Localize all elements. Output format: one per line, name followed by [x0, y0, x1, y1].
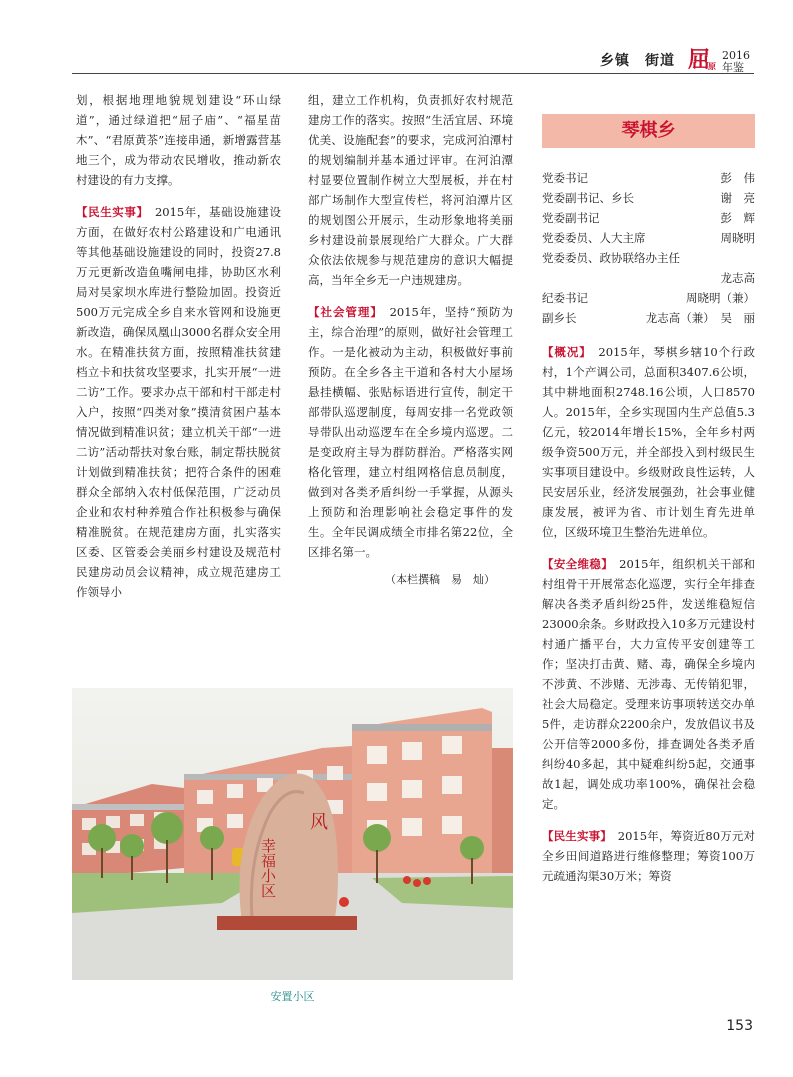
staff-row	[542, 248, 755, 268]
staff-title: 纪委书记	[542, 291, 588, 305]
staff-title: 党委委员、人大主席	[542, 231, 646, 245]
column-1	[76, 90, 281, 614]
paragraph-text: 2015年，坚持“预防为主，综合治理”的原则，做好社会管理工作。一是化被动为主动，积极做好事前预防。在全乡各主干道和各村大小屋场悬挂横幅、张贴标语进行宣传，制定干部带队巡逻制度，每周安排一名党政领导带队出动巡逻车在全乡境内巡逻。二是变政府主导为群防群治。严格落实网格化管理，建立村组网格信息员制度，做到对各类矛盾纠纷一手掌握，从源头上预防和治理影响社会稳定事件的发生。全年民调成绩全市排名第22位，全区排名第一。	[308, 305, 513, 559]
town-banner: 琴棋乡	[542, 114, 755, 148]
staff-name: 彭 伟	[720, 171, 755, 185]
photo-illustration	[72, 688, 513, 980]
section-tag: 【安全维稳】	[542, 557, 608, 571]
paragraph-livelihood	[76, 202, 281, 602]
paragraph-text: 2015年，组织机关干部和村组骨干开展常态化巡逻，实行全年排查解决各类矛盾纠纷25件，发送维稳短信23000余条。乡财政投入10多万元建设村村通广播平台，大力宣传平安创建等工作；坚决打击黄、赌、毒，确保全乡境内不涉黄、不涉赌、无涉毒、无传销犯罪，社会大局稳定。受理来访事项转送交办单5件，走访群众2200余户，发放倡议书及公开信等2000多份，排查调处各类矛盾纠纷40多起，其中疑难纠纷5起，交通事故1起，调处成功率100%，确保社会稳定。	[542, 557, 756, 811]
stone-inscription: 幸福小区	[259, 838, 277, 898]
column-2	[308, 90, 513, 590]
page-number: 153	[726, 1018, 753, 1034]
section-tag: 【社会管理】	[308, 305, 378, 319]
yearbook-logo	[688, 50, 754, 74]
staff-title: 党委副书记	[542, 211, 600, 225]
staff-row	[542, 228, 755, 248]
header-rule	[72, 72, 754, 74]
staff-row	[542, 208, 755, 228]
staff-name: 龙志高（兼） 吴 丽	[645, 311, 755, 325]
paragraph: 划，根据地理地貌规划建设“环山绿道”，通过绿道把“屈子庙”、“福星苗木”、“君原黄茶”连接串通，新增露营基地三个，成为带动农民增收，推动新农村建设的有力支撑。	[76, 93, 281, 187]
paragraph-livelihood	[542, 826, 755, 886]
section-title: 乡镇 街道	[600, 53, 675, 69]
staff-name: 谢 亮	[720, 191, 755, 205]
staff-name: 周晓明	[720, 231, 755, 245]
paragraph-text: 2015年，基础设施建设方面，在做好农村公路建设和广电通讯等其他基础设施建设的同时，投资27.8万元更新改造鱼嘴闸电排，协助区水利局对吴家坝水库进行整险加固。投资近500万元完成全乡自来水管网和设施更新改造，确保凤凰山3000名群众安全用水。在精准扶贫方面，按照精准扶贫建档立卡和扶贫攻坚要求，扎实开展“一进二访”工作。要求办点干部和村干部走村入户，按照“四类对象”摸清贫困户基本情况做到精准识贫；建立机关干部“一进二访”活动帮扶对象台账，制定帮扶脱贫计划做到精准扶贫；把符合条件的困难群众全部纳入农村低保范围，广泛动员企业和农村种养殖合作社积极参与确保精准脱贫。在规范建房方面，扎实落实区委、区管委会美丽乡村建设及规范村民建房动员会议精神，成立规范建房工作领导小	[76, 205, 281, 599]
paragraph-social-management	[308, 302, 513, 562]
paragraph-security	[542, 554, 755, 814]
staff-list	[542, 168, 755, 328]
resettlement-photo	[72, 688, 513, 980]
photo-caption: 安置小区	[270, 990, 315, 1003]
paragraph-text: 2015年，筹资近80万元对全乡田间道路进行维修整理；筹资100万元疏通沟渠30万米；筹资	[542, 829, 756, 883]
logo-glyph: 屈	[688, 48, 711, 73]
column-3	[542, 90, 755, 898]
staff-row	[542, 188, 755, 208]
staff-name: 彭 辉	[720, 211, 755, 225]
author-credit: （本栏撰稿 易 灿）	[385, 573, 495, 586]
staff-row	[542, 308, 755, 328]
paragraph-text: 2015年，琴棋乡辖10个行政村，1个产调公司，总面积3407.6公顷，其中耕地面积2748.16公顷，人口8570人。2015年，全乡实现国内生产总值5.3亿元，较2014年增长15%，全年乡村两级争资500万元，并全部投入到村级民生实事项目建设中。乡级财政良性运转，人民安居乐业，经济发展强劲，社会事业健康发展，被评为省、市计划生育先进单位，区级环境卫生整治先进单位。	[542, 345, 756, 539]
logo-small-glyph: 原	[708, 62, 716, 71]
staff-name: 龙志高	[720, 271, 755, 285]
staff-title: 党委副书记、乡长	[542, 191, 634, 205]
section-tag: 【概况】	[542, 345, 586, 359]
staff-title: 党委书记	[542, 171, 588, 185]
section-tag: 【民生实事】	[76, 205, 143, 219]
paragraph-overview	[542, 342, 755, 542]
section-tag: 【民生实事】	[542, 829, 607, 843]
logo-label: 年鉴	[722, 61, 744, 74]
staff-row	[542, 168, 755, 188]
staff-name: 周晓明（兼）	[686, 291, 755, 305]
staff-row	[542, 268, 755, 288]
staff-title: 副乡长	[542, 311, 577, 325]
staff-title: 党委委员、政协联络办主任	[542, 251, 680, 265]
stone-inscription-2: 风	[310, 812, 328, 833]
staff-row	[542, 288, 755, 308]
logo-year: 2016	[722, 49, 750, 62]
paragraph: 组，建立工作机构，负责抓好农村规范建房工作的落实。按照“生活宜居、环境优美、设施配套”的要求，完成河泊潭村的规划编制并基本通过评审。在河泊潭村显要位置制作树立大型展板，并在村部广场制作大型宣传栏，将河泊潭片区的规划图公开展示，生动形象地将美丽乡村建设前景展现给广大群众。广大群众依法依规参与规范建房的意识大幅提高，当年全乡无一户违规建房。	[308, 93, 513, 287]
